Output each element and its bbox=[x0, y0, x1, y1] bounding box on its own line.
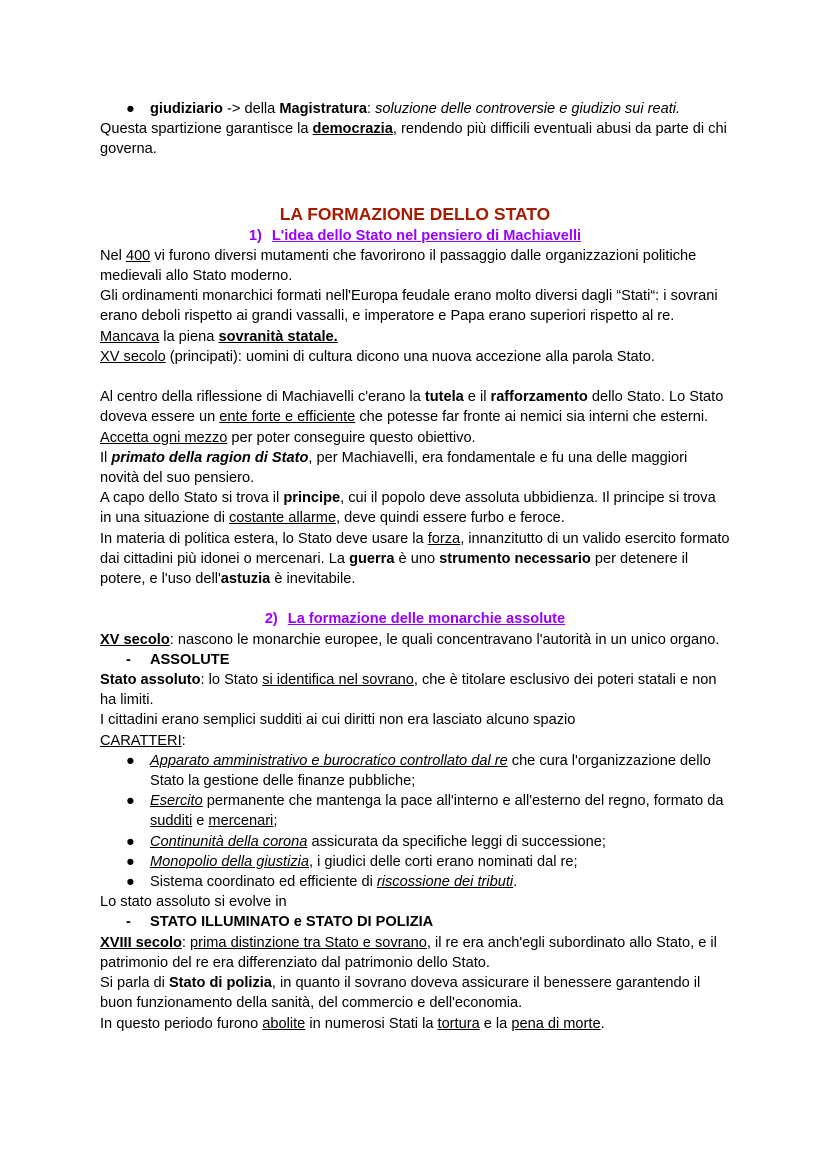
text: , che è titolare esclusivo dei poteri statali e non ha limiti. bbox=[100, 672, 717, 709]
paragraph bbox=[100, 670, 730, 710]
paragraph bbox=[100, 630, 730, 650]
section-title: L'idea dello Stato nel pensiero di Machiavelli bbox=[271, 227, 582, 244]
text: e bbox=[192, 813, 209, 830]
paragraph bbox=[100, 347, 730, 367]
term: Apparato amministrativo e burocratico controllato dal re bbox=[150, 752, 508, 769]
text: Questa spartizione garantisce la bbox=[100, 121, 313, 138]
text: , cui il popolo deve assoluta ubbidienza. Il principe si trova in una situazione di bbox=[100, 490, 716, 527]
dash-item-stato-illuminato bbox=[100, 912, 730, 932]
term: riscossione dei tributi bbox=[376, 874, 514, 891]
term: rafforzamento bbox=[490, 389, 588, 406]
term: Stato assoluto bbox=[100, 672, 201, 689]
text: abolite bbox=[262, 1015, 306, 1032]
text: sudditi bbox=[150, 813, 193, 830]
paragraph-democrazia bbox=[100, 119, 730, 159]
text: : bbox=[181, 732, 186, 749]
text: : bbox=[181, 934, 191, 951]
text: pena di morte bbox=[511, 1015, 601, 1032]
list-item bbox=[100, 852, 730, 872]
text: , per Machiavelli, era fondamentale e fu una delle maggiori novità del suo pensiero. bbox=[100, 449, 688, 487]
section-heading-2 bbox=[100, 609, 730, 629]
text: . bbox=[513, 874, 518, 891]
text: : nascono le monarchie europee, le quali concentravano l'autorità in un unico organo. bbox=[169, 631, 720, 648]
text: soluzione delle controversie e giudizio sui reati. bbox=[375, 101, 681, 117]
text: costante allarme bbox=[229, 510, 337, 527]
text: prima distinzione tra Stato e sovrano bbox=[190, 934, 427, 951]
text: in numerosi Stati la bbox=[305, 1015, 438, 1032]
bullet-giudiziario bbox=[100, 99, 730, 119]
text: : lo Stato bbox=[200, 672, 263, 689]
text: In materia di politica estera, lo Stato deve usare la bbox=[100, 530, 428, 547]
paragraph bbox=[100, 387, 730, 448]
paragraph bbox=[100, 488, 730, 528]
text: STATO ILLUMINATO e STATO DI POLIZIA bbox=[150, 914, 434, 931]
paragraph bbox=[100, 933, 730, 973]
text: . bbox=[600, 1015, 605, 1032]
text: assicurata da specifiche leggi di successione; bbox=[307, 833, 606, 850]
text: In questo periodo furono bbox=[100, 1015, 263, 1032]
term: sovranità statale. bbox=[218, 328, 338, 345]
term: Stato di polizia bbox=[168, 975, 272, 992]
bullet-icon: ● bbox=[126, 793, 135, 810]
text: , il re era anch'egli subordinato allo Stato, e il patrimonio del re era differenziato dal patrimonio dello Stato. bbox=[100, 934, 717, 971]
text: , innanzitutto di un valido esercito formato dai cittadini più idonei o mercenari. La bbox=[100, 530, 730, 567]
term: giudiziario bbox=[150, 101, 223, 117]
term: XVIII secolo bbox=[100, 934, 182, 951]
text: Si parla di bbox=[100, 975, 169, 992]
text: ASSOLUTE bbox=[150, 651, 230, 668]
term: astuzia bbox=[220, 571, 271, 588]
text: la piena bbox=[159, 328, 219, 345]
text: ente forte e efficiente bbox=[219, 409, 356, 426]
text: -> della bbox=[222, 101, 280, 117]
text: : bbox=[366, 101, 376, 117]
text: , in quanto il sovrano doveva assicurare il benessere garantendo il buon funzionamento della sanità, del commercio e dell'economia. bbox=[100, 975, 701, 1012]
list-item bbox=[100, 751, 730, 791]
page-title: LA FORMAZIONE DELLO STATO bbox=[279, 203, 551, 224]
term: Magistratura bbox=[279, 101, 367, 117]
text: A capo dello Stato si trova il bbox=[100, 490, 284, 507]
text: dello Stato. Lo Stato doveva essere un bbox=[100, 389, 724, 426]
term: XV secolo bbox=[100, 631, 170, 648]
text: , rendendo più difficili eventuali abusi da parte di chi governa. bbox=[100, 121, 727, 158]
paragraph bbox=[100, 529, 730, 590]
document-page bbox=[100, 99, 730, 1034]
term: primato della ragion di Stato bbox=[111, 449, 309, 466]
text: è inevitabile. bbox=[270, 571, 356, 588]
text: , deve quindi essere furbo e feroce. bbox=[336, 510, 565, 527]
spacer bbox=[100, 367, 730, 387]
text: (principati): uomini di cultura dicono una nuova accezione alla parola Stato. bbox=[165, 348, 655, 365]
section-heading-1 bbox=[100, 226, 730, 246]
term: Monopolio della giustizia bbox=[150, 853, 310, 870]
text: mercenari bbox=[208, 813, 274, 830]
spacer bbox=[100, 589, 730, 609]
term: tutela bbox=[424, 389, 464, 406]
paragraph: Lo stato assoluto si evolve in bbox=[100, 894, 287, 911]
text: per detenere il potere, e l'uso dell' bbox=[100, 550, 689, 588]
text: Accetta ogni mezzo bbox=[100, 429, 228, 446]
text: è uno bbox=[394, 550, 440, 567]
list-item bbox=[100, 832, 730, 852]
text: e la bbox=[479, 1015, 512, 1032]
bullet-icon: ● bbox=[126, 853, 135, 870]
list-item bbox=[100, 872, 730, 892]
bullet-icon: ● bbox=[126, 101, 135, 117]
text: Mancava bbox=[100, 328, 160, 345]
text: CARATTERI bbox=[100, 732, 182, 749]
term: principe bbox=[283, 490, 341, 507]
text: permanente che mantenga la pace all'interno e all'esterno del regno, formato da bbox=[202, 793, 724, 810]
paragraph bbox=[100, 286, 730, 347]
term: strumento necessario bbox=[439, 550, 591, 567]
term: democrazia bbox=[312, 121, 393, 138]
paragraph bbox=[100, 973, 730, 1013]
paragraph bbox=[100, 448, 730, 488]
spacer bbox=[100, 160, 730, 202]
section-number: 2) bbox=[264, 611, 278, 628]
section-number: 1) bbox=[248, 227, 262, 244]
text: che cura l'organizzazione dello Stato la gestione delle finanze pubbliche; bbox=[150, 752, 711, 790]
text: che potesse far fronte ai nemici sia interni che esterni. bbox=[355, 409, 709, 426]
term: guerra bbox=[349, 550, 395, 567]
text: tortura bbox=[437, 1015, 480, 1032]
text: , i giudici delle corti erano nominati dal re; bbox=[309, 853, 578, 870]
paragraph bbox=[100, 246, 730, 286]
dash-item-assolute bbox=[100, 650, 730, 670]
text: si identifica nel sovrano bbox=[262, 672, 414, 689]
text: per poter conseguire questo obiettivo. bbox=[227, 429, 476, 446]
text: ; bbox=[273, 813, 278, 830]
text: e il bbox=[463, 389, 491, 406]
text: XV secolo bbox=[100, 348, 166, 365]
text: Al centro della riflessione di Machiavelli c'erano la bbox=[100, 389, 425, 406]
text: vi furono diversi mutamenti che favorirono il passaggio dalle organizzazioni politiche medievali allo Stato moderno. bbox=[100, 247, 697, 285]
text: Nel bbox=[100, 247, 126, 264]
bullet-icon: ● bbox=[126, 833, 135, 850]
list-item bbox=[100, 791, 730, 831]
section-title: La formazione delle monarchie assolute bbox=[287, 611, 566, 628]
bullet-icon: ● bbox=[126, 752, 135, 769]
dash-icon: - bbox=[126, 914, 131, 931]
text: Il bbox=[100, 449, 112, 466]
term: Esercito bbox=[150, 793, 203, 810]
paragraph bbox=[100, 1014, 730, 1034]
caratteri-label bbox=[100, 731, 730, 751]
bullet-icon: ● bbox=[126, 874, 135, 891]
dash-icon: - bbox=[126, 651, 131, 668]
term: Continunità della corona bbox=[150, 833, 308, 850]
text: Sistema coordinato ed efficiente di bbox=[150, 874, 377, 891]
text: Gli ordinamenti monarchici formati nell'Europa feudale erano molto diversi dagli “Stati“: i sovrani erano deboli rispetto ai grandi vassalli, e imperatore e Papa erano superiori rispetto al re. bbox=[100, 288, 718, 325]
text: 400 bbox=[125, 247, 151, 264]
text: forza bbox=[427, 530, 461, 547]
paragraph: I cittadini erano semplici sudditi ai cui diritti non era lasciato alcuno spazio bbox=[100, 712, 576, 729]
